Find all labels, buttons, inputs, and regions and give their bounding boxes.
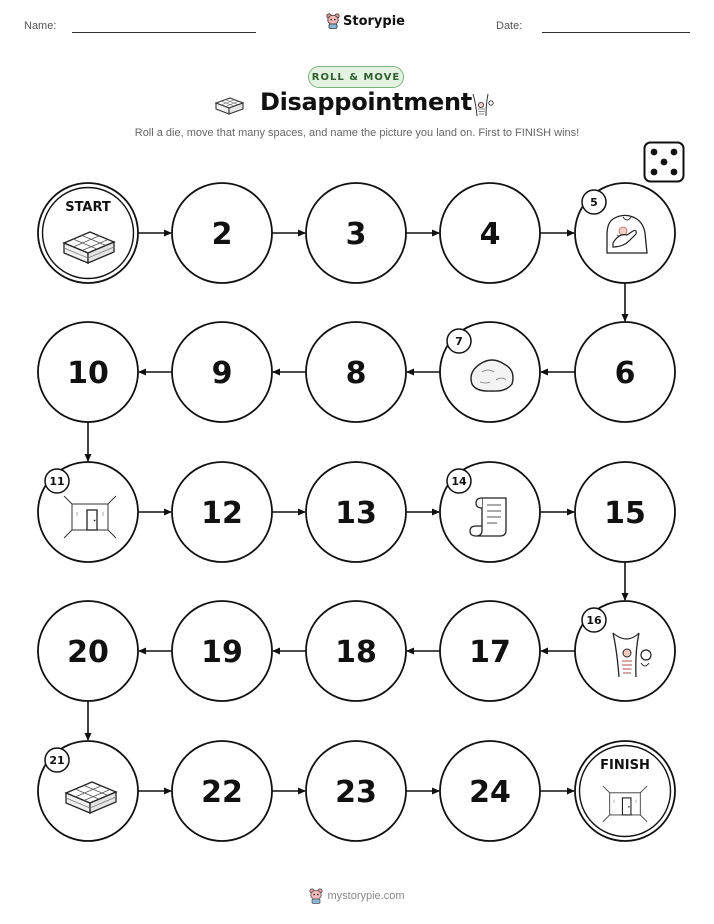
board-space [172,322,272,422]
space-number: 16 [586,614,602,627]
board-space [306,601,406,701]
space-number: 6 [614,356,636,391]
board-space [306,741,406,841]
board-space [575,462,675,562]
board-space [172,601,272,701]
board-space [306,322,406,422]
space-circle [575,741,675,841]
board-space [38,322,138,422]
space-number: 19 [201,635,243,670]
board-space [172,741,272,841]
space-number: 21 [49,754,65,767]
space-label: FINISH [600,758,650,773]
brand-name: Storypie [343,13,405,29]
board-space [440,183,540,283]
space-number: 7 [455,335,463,348]
board-space [38,462,138,562]
space-number: 2 [211,217,233,252]
storypie-mascot-icon [309,888,323,904]
space-number: 12 [201,496,243,531]
space-number: 4 [479,217,501,252]
board-space [575,601,675,701]
board-space [575,183,675,283]
space-number: 18 [335,635,377,670]
board-space [440,462,540,562]
space-number: 3 [345,217,367,252]
space-number: 8 [345,356,367,391]
space-number: 17 [469,635,511,670]
name-label: Name: [24,20,57,32]
board-space [38,601,138,701]
space-label: START [65,200,111,215]
board-space [440,741,540,841]
space-number: 20 [67,635,109,670]
roll-and-move-badge: ROLL & MOVE [308,66,404,88]
space-number: 15 [604,496,646,531]
board-space [38,741,138,841]
space-number: 11 [49,475,65,488]
finish-space [575,741,675,841]
board-space [440,322,540,422]
board-space [306,462,406,562]
footer [0,888,714,904]
board-space [575,322,675,422]
space-number: 9 [211,356,233,391]
start-space [38,183,138,283]
board-space [306,183,406,283]
page-title: Disappointment [260,88,472,116]
space-number: 24 [469,775,511,810]
space-number: 10 [67,356,109,391]
board-space [440,601,540,701]
date-label: Date: [496,20,523,32]
space-number: 5 [590,196,598,209]
space-number: 14 [451,475,467,488]
footer-url: mystorypie.com [327,890,405,902]
board-space [172,462,272,562]
space-number: 23 [335,775,377,810]
board-spaces [38,183,675,841]
board-space [172,183,272,283]
space-number: 22 [201,775,243,810]
space-number: 13 [335,496,377,531]
instructions: Roll a die, move that many spaces, and name the picture you land on. First to FINISH wins! [134,127,580,139]
